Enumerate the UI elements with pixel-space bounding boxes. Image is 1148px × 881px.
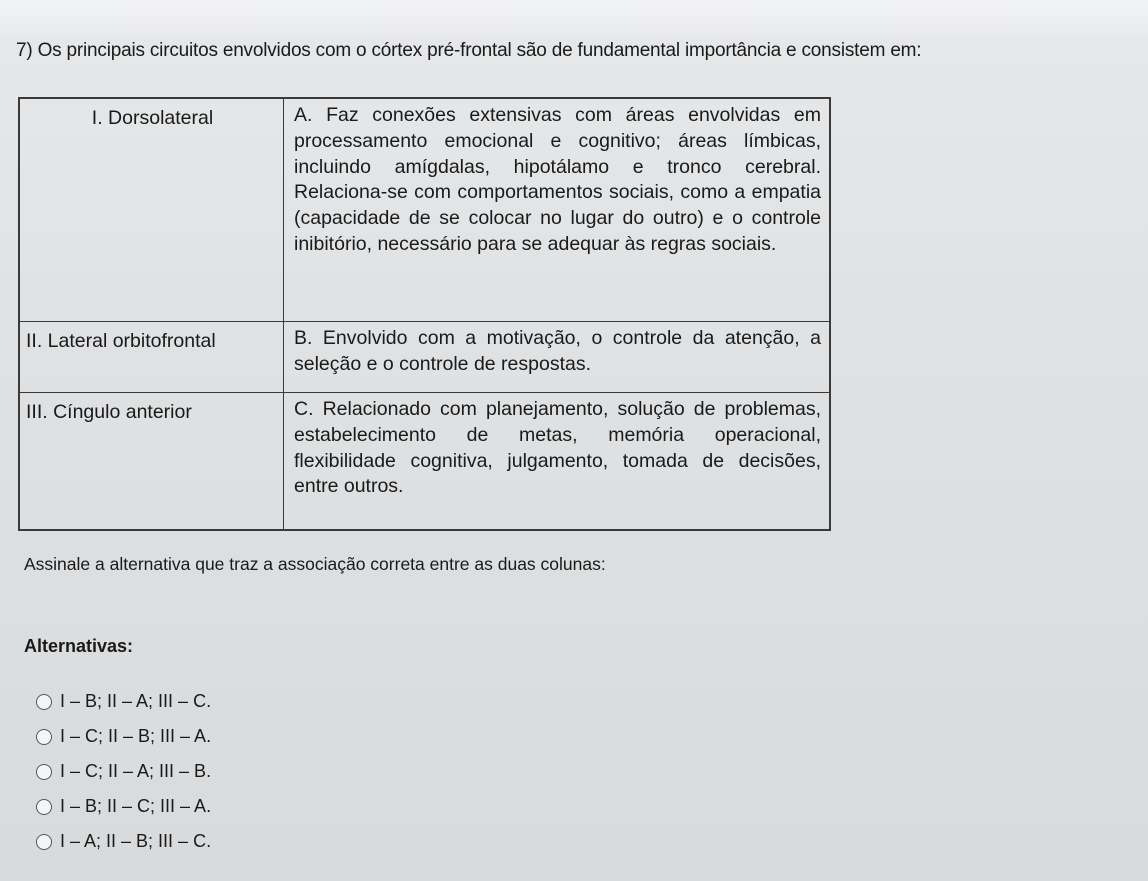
column-1-cell: I. Dorsolateral [19,98,284,322]
instruction-text: Assinale a alternativa que traz a associação correta entre as duas colunas: [24,554,606,574]
page-top-band [0,0,1148,36]
question-text: 7) Os principais circuitos envolvidos com o córtex pré-frontal são de fundamental importância e consistem em: [16,40,922,61]
radio-button[interactable] [36,694,52,710]
table-row [19,98,830,322]
column-1-cell: II. Lateral orbitofrontal [19,322,284,393]
column-2-cell: C. Relacionado com planejamento, solução de problemas, estabelecimento de metas, memória operacional, flexibilidade cognitiva, julgamento, tomada de decisões, entre outros. [284,393,831,531]
radio-button[interactable] [36,799,52,815]
radio-button[interactable] [36,764,52,780]
radio-button[interactable] [36,729,52,745]
alternative-option[interactable] [36,684,211,719]
column-1-cell: III. Cíngulo anterior [19,393,284,531]
alternatives-title: Alternativas: [24,636,134,656]
alternative-label: I – B; II – C; III – A. [60,796,212,816]
alternative-option[interactable] [36,789,211,824]
alternative-label: I – A; II – B; III – C. [60,831,212,851]
radio-button[interactable] [36,834,52,850]
alternative-option[interactable] [36,754,211,789]
table-row [19,322,830,393]
alternatives-list [36,684,211,859]
column-2-cell: B. Envolvido com a motivação, o controle da atenção, a seleção e o controle de respostas. [284,322,831,393]
association-table [18,97,831,531]
column-2-cell: A. Faz conexões extensivas com áreas envolvidas em processamento emocional e cognitivo; áreas límbicas, incluindo amígdalas, hipotálamo e tronco cerebral. Relaciona-se com comportamentos sociais, como a empatia (capacidade de se colocar no lugar do outro) e o controle inibitório, necessário para se adequar às regras sociais. [284,98,831,322]
table-row [19,393,830,531]
alternative-label: I – C; II – B; III – A. [60,726,212,746]
alternative-label: I – C; II – A; III – B. [60,761,212,781]
alternative-option[interactable] [36,824,211,859]
alternative-option[interactable] [36,719,211,754]
alternative-label: I – B; II – A; III – C. [60,691,212,711]
